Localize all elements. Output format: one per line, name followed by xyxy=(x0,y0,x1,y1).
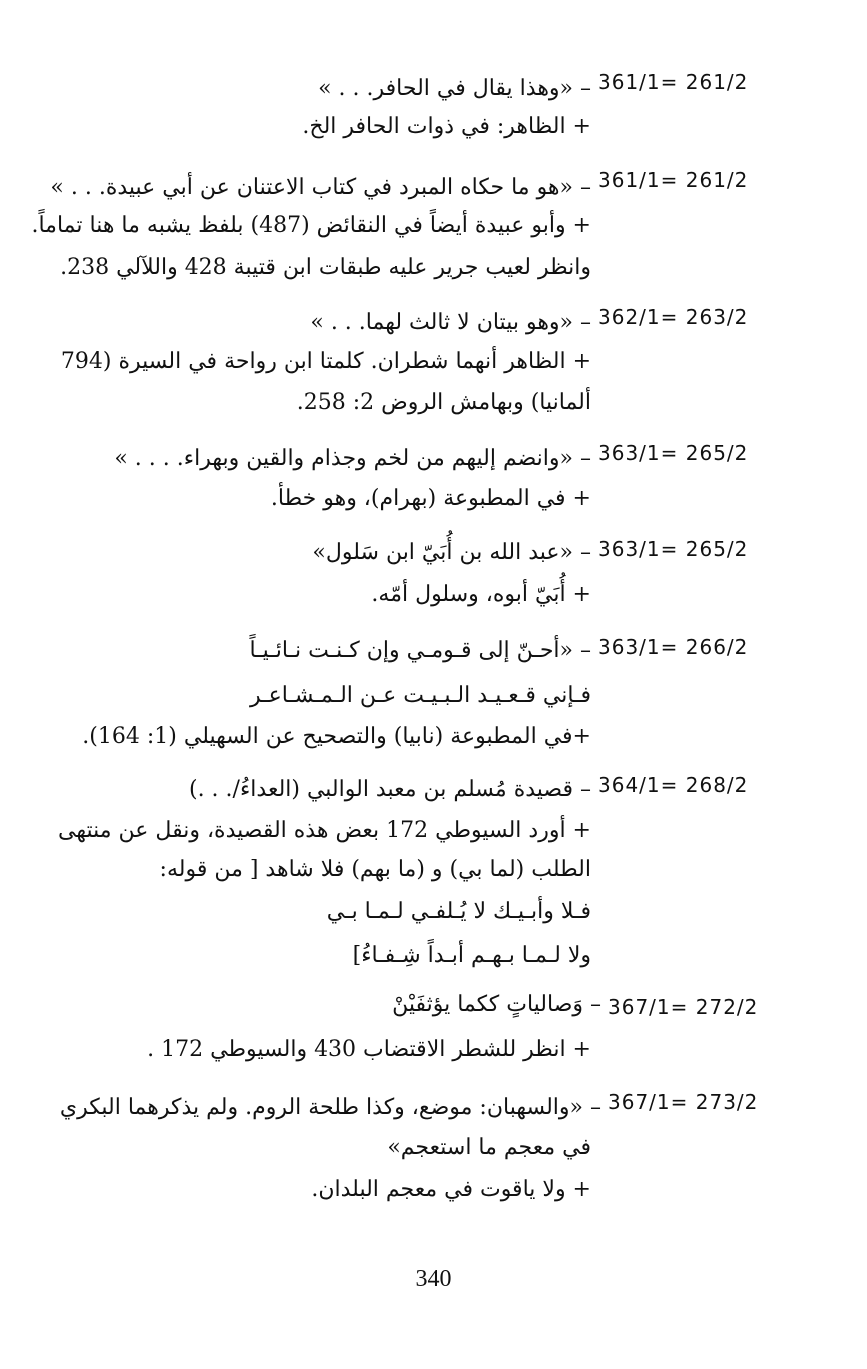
entry-reference: 362/1= 263/2 xyxy=(598,305,749,329)
entry-reference: 361/1= 261/2 xyxy=(598,70,749,94)
entry-quote-line: في معجم ما استعجم» xyxy=(387,1135,591,1160)
verse-line: فـإني قـعـيـد الـبـيـت عـن الـمـشـاعـر xyxy=(249,683,591,708)
entry-quote-line: – «وهو بيتان لا ثالث لهما. . . » xyxy=(310,310,591,335)
entry-note-line: وانظر لعيب جرير عليه طبقات ابن قتيبة 428 واللآلي 238. xyxy=(60,255,591,280)
entry-note-line: +في المطبوعة (نابيا) والتصحيح عن السهيلي (1: 164). xyxy=(82,724,591,749)
entry-note-line: + الظاهر: في ذوات الحافر الخ. xyxy=(302,114,591,139)
entry-quote-line: – وَصالياتٍ ككما يؤثفَيْنْ xyxy=(392,992,601,1017)
entry-note-line: ألمانيا) وبهامش الروض 2: 258. xyxy=(296,390,591,415)
entry-reference: 361/1= 261/2 xyxy=(598,168,749,192)
entry-quote-line: – قصيدة مُسلم بن معبد الوالبي (العداءُ/. . .) xyxy=(188,777,591,802)
entry-reference: 364/1= 268/2 xyxy=(598,773,749,797)
entry-quote-line: – «وهذا يقال في الحافر. . . » xyxy=(318,76,591,101)
entry-note-line: + الظاهر أنهما شطران. كلمتا ابن رواحة في السيرة (794 xyxy=(60,349,591,374)
verse-line: ولا لـمـا بـهـم أبـداً شِـفـاءُ] xyxy=(352,943,591,968)
entry-note-line: + أُبَيّ أبوه، وسلول أمّه. xyxy=(371,582,591,607)
entry-note-line: الطلب (لما بي) و (ما بهم) فلا شاهد [ من قوله: xyxy=(159,857,591,882)
entry-reference: 367/1= 273/2 xyxy=(608,1090,759,1114)
entry-reference: 363/1= 265/2 xyxy=(598,537,749,561)
entry-reference: 363/1= 266/2 xyxy=(598,635,749,659)
entry-quote-line: – «وانضم إليهم من لخم وجذام والقين وبهراء. . . . » xyxy=(114,446,591,471)
entry-quote-line: – «عبد الله بن أُبَيّ ابن سَلول» xyxy=(312,540,591,565)
entry-note-line: + في المطبوعة (بهرام)، وهو خطأ. xyxy=(270,486,591,511)
verse-line: فـلا وأبـيـك لا يُـلفـي لـمـا بـي xyxy=(326,899,591,924)
entry-note-line: + أورد السيوطي 172 بعض هذه القصيدة، ونقل عن منتهى xyxy=(58,818,591,843)
entry-reference: 363/1= 265/2 xyxy=(598,441,749,465)
page-number: 340 xyxy=(415,1266,452,1292)
entry-reference: 367/1= 272/2 xyxy=(608,995,759,1019)
verse-line: – «أحـنّ إلى قـومـي وإن كـنـت نـائـيـاً xyxy=(249,638,591,663)
entry-note-line: + ولا ياقوت في معجم البلدان. xyxy=(311,1177,591,1202)
entry-quote-line: – «والسهبان: موضع، وكذا طلحة الروم. ولم يذكرهما البكري xyxy=(59,1095,601,1120)
entry-quote-line: – «هو ما حكاه المبرد في كتاب الاعتنان عن أبي عبيدة. . . » xyxy=(50,175,591,200)
entry-note-line: + وأبو عبيدة أيضاً في النقائض (487) بلفظ يشبه ما هنا تماماً. xyxy=(31,213,591,238)
entry-note-line: + انظر للشطر الاقتضاب 430 والسيوطي 172 . xyxy=(147,1037,591,1062)
